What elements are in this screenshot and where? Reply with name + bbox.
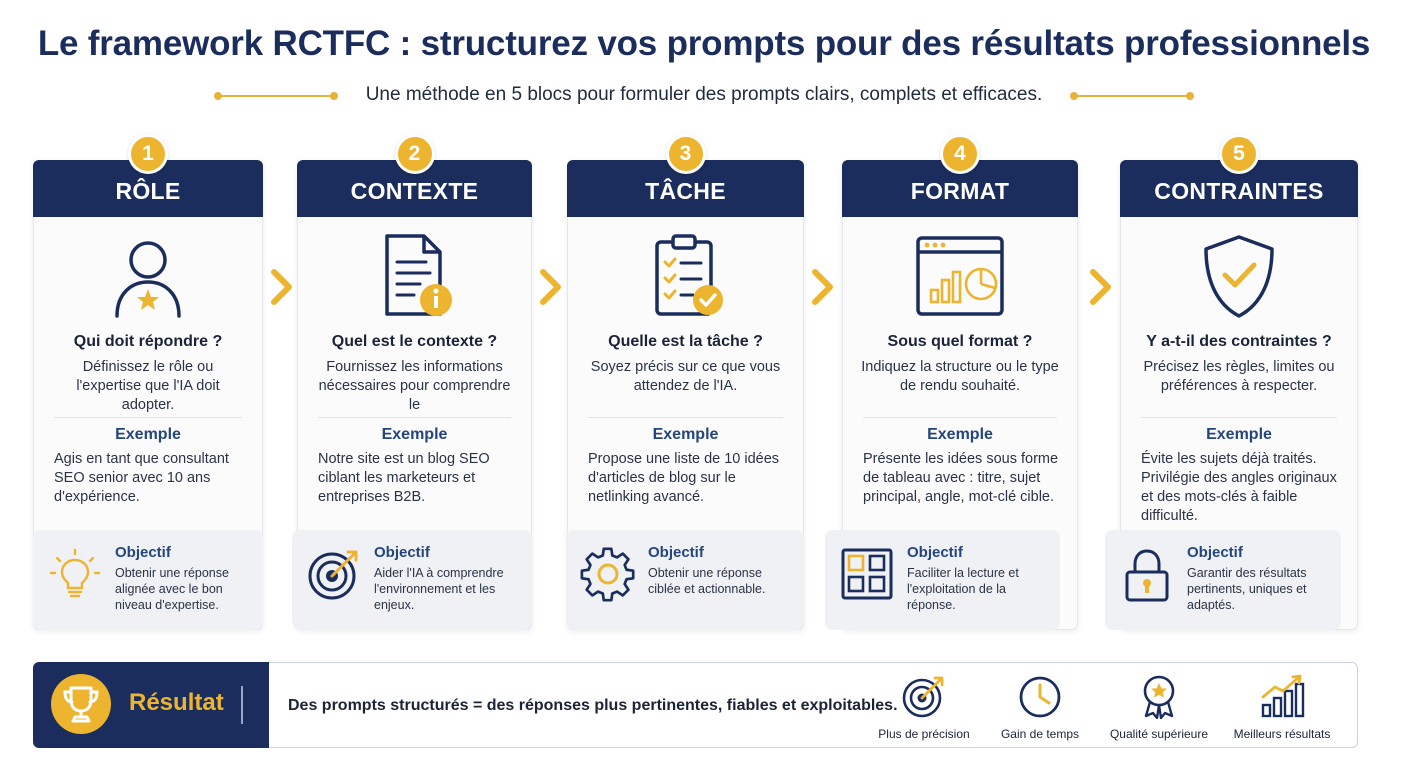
step-description: Définissez le rôle ou l'expertise que l'IA doit adopter.	[76, 359, 220, 413]
benefit-precision	[869, 673, 979, 745]
divider	[1141, 417, 1337, 418]
divider	[318, 417, 511, 418]
objective-text: Obtenir une réponse alignée avec le bon niveau d'expertise.	[115, 566, 229, 612]
step-number-badge: 4	[940, 134, 980, 174]
step-description: Soyez précis sur ce que vous attendez de l'IA.	[590, 359, 781, 394]
objective-title: Objectif	[1187, 544, 1243, 561]
decorative-line-right	[1073, 95, 1191, 97]
step-title: FORMAT	[842, 160, 1078, 217]
target-icon	[306, 546, 362, 602]
chevron-right-icon	[537, 266, 565, 308]
grid-icon	[839, 546, 895, 602]
divider	[863, 417, 1057, 418]
award-icon	[1136, 673, 1182, 719]
benefit-label: Meilleurs résultats	[1233, 727, 1331, 741]
example-label: Exemple	[652, 426, 719, 443]
step-number-badge: 2	[395, 134, 435, 174]
objective-title: Objectif	[907, 544, 963, 561]
result-label: Résultat	[129, 689, 224, 716]
step-question: Quelle est la tâche ?	[608, 333, 763, 350]
example-label: Exemple	[1206, 426, 1272, 443]
divider	[241, 686, 243, 724]
objective-title: Objectif	[374, 544, 430, 561]
padlock-icon	[1119, 546, 1175, 602]
step-number-badge: 3	[666, 134, 706, 174]
step-number-badge: 1	[128, 134, 168, 174]
step-description: Fournissez les informations nécessaires pour comprendre le	[318, 359, 511, 413]
chevron-right-icon	[809, 266, 837, 308]
objective-title: Objectif	[648, 544, 704, 561]
objective-text: Obtenir une réponse ciblée et actionnable.	[648, 566, 766, 596]
benefit-label: Gain de temps	[1000, 727, 1080, 741]
growth-chart-icon	[1259, 673, 1305, 719]
example-label: Exemple	[927, 426, 993, 443]
clipboard-check-icon	[641, 234, 731, 320]
result-bar	[33, 662, 1358, 748]
target-icon	[901, 673, 947, 719]
objective-text: Faciliter la lecture et l'exploitation de la réponse.	[907, 566, 1019, 612]
lightbulb-icon	[47, 546, 103, 602]
example-text: Présente les idées sous forme de tableau avec : titre, sujet principal, angle, mot-clé cible.	[863, 451, 1059, 505]
benefit-time	[985, 673, 1095, 745]
step-number-badge: 5	[1219, 134, 1259, 174]
trophy-icon	[51, 674, 111, 734]
result-label-panel	[33, 662, 269, 748]
chevron-right-icon	[268, 266, 296, 308]
user-star-icon	[103, 234, 193, 320]
benefit-label: Plus de précision	[878, 727, 970, 741]
step-question: Y a-t-il des contraintes ?	[1146, 333, 1332, 350]
step-title: CONTEXTE	[297, 160, 532, 217]
clock-icon	[1017, 673, 1063, 719]
step-question: Sous quel format ?	[887, 333, 1033, 350]
subtitle-row	[0, 84, 1408, 108]
chart-window-icon	[915, 234, 1005, 320]
benefit-label: Qualité supérieure	[1109, 727, 1209, 741]
objective-box-context	[292, 530, 532, 630]
step-description: Indiquez la structure ou le type de rendu souhaité.	[861, 359, 1059, 394]
example-text: Évite les sujets déjà traités. Privilégie des angles originaux et des mots-clés à faible difficulté.	[1141, 451, 1337, 524]
objective-box-task	[566, 530, 804, 630]
step-question: Qui doit répondre ?	[73, 333, 223, 350]
page-subtitle: Une méthode en 5 blocs pour formuler des prompts clairs, complets et efficaces.	[365, 84, 1043, 105]
objective-box-format	[825, 530, 1060, 630]
step-title: TÂCHE	[567, 160, 804, 217]
objective-text: Aider l'IA à comprendre l'environnement et les enjeux.	[374, 566, 504, 612]
gear-icon	[580, 546, 636, 602]
objective-box-constraints	[1105, 530, 1341, 630]
objective-title: Objectif	[115, 544, 171, 561]
example-text: Notre site est un blog SEO ciblant les marketeurs et entreprises B2B.	[318, 451, 490, 505]
step-title: CONTRAINTES	[1120, 160, 1358, 217]
divider	[54, 417, 242, 418]
example-text: Propose une liste de 10 idées d'articles de blog sur le netlinking avancé.	[588, 451, 780, 505]
page-title: Le framework RCTFC : structurez vos prompts pour des résultats professionnels	[37, 24, 1371, 63]
result-text: Des prompts structurés = des réponses plus pertinentes, fiables et exploitables.	[288, 697, 898, 714]
example-label: Exemple	[115, 426, 181, 443]
divider	[588, 417, 783, 418]
example-label: Exemple	[381, 426, 448, 443]
chevron-right-icon	[1087, 266, 1115, 308]
step-title: RÔLE	[33, 160, 263, 217]
objective-text: Garantir des résultats pertinents, uniques et adaptés.	[1187, 566, 1307, 612]
example-text: Agis en tant que consultant SEO senior avec 10 ans d'expérience.	[54, 451, 229, 505]
shield-check-icon	[1194, 234, 1284, 320]
benefit-quality	[1104, 673, 1214, 745]
document-info-icon	[370, 234, 460, 320]
objective-box-role	[33, 530, 263, 630]
benefit-results	[1227, 673, 1337, 745]
step-question: Quel est le contexte ?	[331, 333, 498, 350]
step-description: Précisez les règles, limites ou préférences à respecter.	[1143, 359, 1335, 394]
